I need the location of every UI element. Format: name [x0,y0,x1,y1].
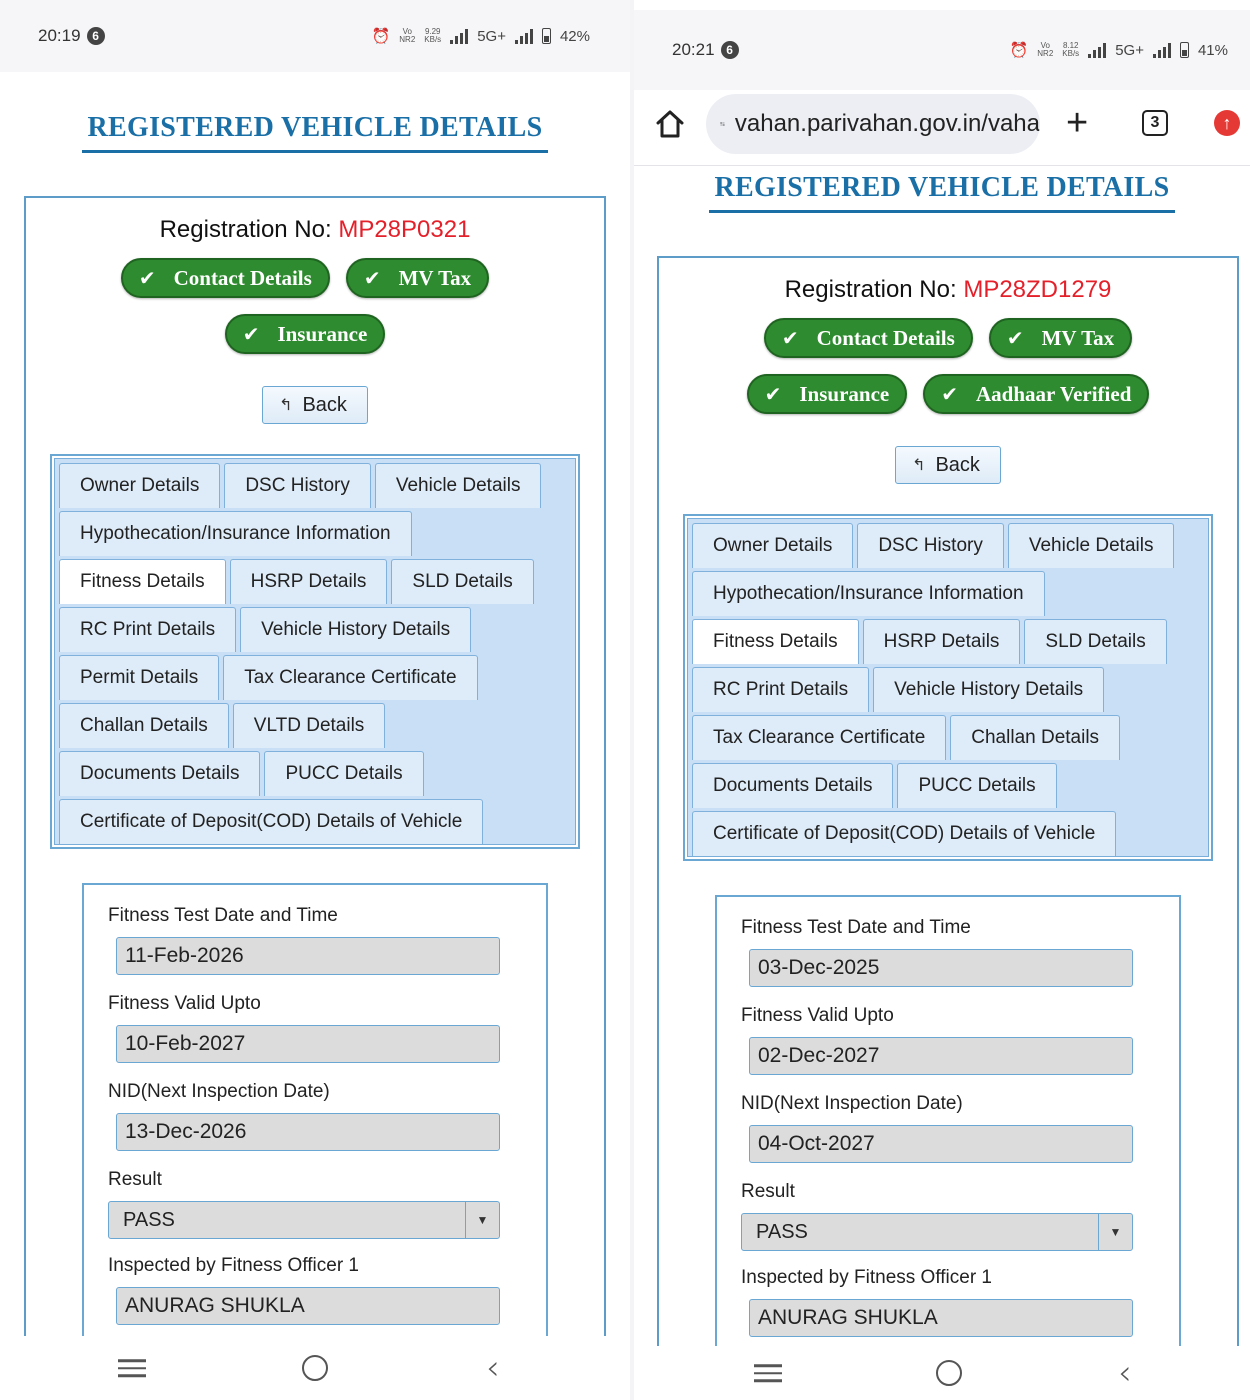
badge-contact-details[interactable]: ✔ Contact Details [121,258,330,298]
tab-tax-clearance-certificate[interactable]: Tax Clearance Certificate [223,655,477,700]
tab-vehicle-details[interactable]: Vehicle Details [1008,523,1175,568]
tab-hsrp-details[interactable]: HSRP Details [230,559,388,604]
result-select[interactable] [741,1213,1133,1251]
details-tabs [50,454,580,849]
tab-challan-details[interactable]: Challan Details [59,703,229,748]
badge-contact-details[interactable]: ✔ Contact Details [764,318,973,358]
dropdown-arrow-icon[interactable]: ▼ [1098,1214,1132,1250]
badge-mv-tax[interactable]: ✔ MV Tax [346,258,489,298]
tab-pucc-details[interactable]: PUCC Details [264,751,423,796]
back-wrap [26,386,604,424]
network-type: 5G+ [1115,41,1144,59]
signal-icon [450,29,468,44]
officer1-field[interactable]: ANURAG SHUKLA [116,1287,500,1325]
page-title: REGISTERED VEHICLE DETAILS [0,112,630,153]
back-wrap [659,446,1237,484]
alarm-icon: ⏰ [371,28,391,45]
back-button[interactable]: ↰ Back [895,446,1001,484]
volte-icon: Vo NR2 [1037,41,1054,58]
back-arrow-icon: ↰ [912,457,926,474]
tab-vehicle-history-details[interactable]: Vehicle History Details [873,667,1104,712]
back-button[interactable]: ↰ Back [262,386,368,424]
signal-icon [515,29,533,44]
badge-aadhaar-verified[interactable]: ✔ Aadhaar Verified [923,374,1149,414]
nav-back-icon[interactable]: ‹ [486,1348,500,1388]
net-speed: 8.12 KB/s [1062,41,1080,58]
check-icon: ✔ [138,266,156,290]
tab-strip [687,518,1209,857]
badge-mv-tax[interactable]: ✔ MV Tax [989,318,1132,358]
nav-recents-icon[interactable] [118,1354,146,1382]
status-icons [1010,41,1228,59]
officer1-field[interactable]: ANURAG SHUKLA [749,1299,1133,1337]
registration-number: MP28P0321 [338,216,471,243]
system-nav-bar [0,1336,630,1400]
fitness-valid-upto-label: Fitness Valid Upto [741,1005,894,1026]
battery-percent: 41% [1197,41,1228,59]
status-icons [372,27,590,45]
fitness-panel [82,883,548,1400]
status-bar [0,0,630,72]
new-tab-icon[interactable]: + [1066,102,1089,144]
tab-sld-details[interactable]: SLD Details [391,559,533,604]
tab-tax-clearance-certificate[interactable]: Tax Clearance Certificate [692,715,946,760]
dropdown-arrow-icon[interactable]: ▼ [465,1202,499,1238]
check-icon: ✔ [242,322,260,346]
fitness-test-date-field[interactable]: 11-Feb-2026 [116,937,500,975]
url-text: vahan.parivahan.gov.in/vaha [734,110,1040,137]
tab-dsc-history[interactable]: DSC History [224,463,371,508]
tab-rc-print-details[interactable]: RC Print Details [59,607,236,652]
tab-challan-details[interactable]: Challan Details [950,715,1120,760]
fitness-valid-upto-field[interactable]: 10-Feb-2027 [116,1025,500,1063]
tab-rc-print-details[interactable]: RC Print Details [692,667,869,712]
nav-recents-icon[interactable] [754,1359,782,1387]
site-settings-icon[interactable] [720,113,725,135]
tabs-icon[interactable]: 3 [1142,110,1168,136]
extension-icon[interactable]: ↑ [1214,110,1240,136]
fitness-test-date-field[interactable]: 03-Dec-2025 [749,949,1133,987]
tab-dsc-history[interactable]: DSC History [857,523,1004,568]
registration-line [659,276,1237,304]
screenshot-right [634,0,1250,1400]
notification-badge: 6 [87,27,105,45]
battery-icon [542,28,551,44]
tab-owner-details[interactable]: Owner Details [59,463,220,508]
status-badges [86,258,524,354]
vehicle-card [657,256,1239,1356]
back-arrow-icon: ↰ [279,397,293,414]
result-value: PASS [756,1220,808,1243]
nid-field[interactable]: 04-Oct-2027 [749,1125,1133,1163]
fitness-test-date-label: Fitness Test Date and Time [741,917,971,938]
browser-toolbar [634,90,1250,166]
signal-icon [1088,43,1106,58]
fitness-valid-upto-field[interactable]: 02-Dec-2027 [749,1037,1133,1075]
status-time: 20:21 [672,40,715,59]
tab-fitness-details[interactable]: Fitness Details [59,559,226,604]
tab-sld-details[interactable]: SLD Details [1024,619,1166,664]
nid-label: NID(Next Inspection Date) [741,1093,963,1114]
tab-cod-details[interactable]: Certificate of Deposit(COD) Details of Vehicle [692,811,1116,856]
tab-owner-details[interactable]: Owner Details [692,523,853,568]
tab-documents-details[interactable]: Documents Details [692,763,893,808]
badge-insurance[interactable]: ✔ Insurance [747,374,908,414]
notification-badge: 6 [721,41,739,59]
officer1-label: Inspected by Fitness Officer 1 [741,1267,992,1288]
tab-vehicle-history-details[interactable]: Vehicle History Details [240,607,471,652]
tab-cod-details[interactable]: Certificate of Deposit(COD) Details of Vehicle [59,799,483,844]
check-icon: ✔ [1006,326,1024,350]
status-badges [699,318,1197,414]
alarm-icon: ⏰ [1009,42,1029,59]
status-bar [634,10,1250,90]
nav-back-icon[interactable]: ‹ [1118,1353,1132,1393]
check-icon: ✔ [363,266,381,290]
tab-vltd-details[interactable]: VLTD Details [233,703,386,748]
tab-documents-details[interactable]: Documents Details [59,751,260,796]
volte-icon: Vo NR2 [399,27,416,44]
page-title: REGISTERED VEHICLE DETAILS [634,172,1250,213]
tab-hypothecation-insurance[interactable]: Hypothecation/Insurance Information [59,511,412,556]
net-speed: 9.29 KB/s [424,27,442,44]
nav-home-icon[interactable] [936,1360,962,1386]
nav-home-icon[interactable] [302,1355,328,1381]
fitness-valid-upto-label: Fitness Valid Upto [108,993,261,1014]
fitness-test-date-label: Fitness Test Date and Time [108,905,338,926]
vehicle-card [24,196,606,1346]
result-value: PASS [123,1208,175,1231]
tab-vehicle-details[interactable]: Vehicle Details [375,463,542,508]
tab-hsrp-details[interactable]: HSRP Details [863,619,1021,664]
result-label: Result [108,1169,162,1190]
check-icon: ✔ [941,382,958,406]
battery-icon [1180,42,1189,58]
check-icon: ✔ [781,326,799,350]
fitness-panel [715,895,1181,1400]
tab-strip [54,458,576,845]
check-icon: ✔ [764,382,782,406]
tab-pucc-details[interactable]: PUCC Details [897,763,1056,808]
battery-percent: 42% [559,27,590,45]
registration-label: Registration No: [784,276,964,303]
status-time: 20:19 [38,26,81,45]
registration-label: Registration No: [159,216,339,243]
registration-number: MP28ZD1279 [963,276,1112,303]
nid-label: NID(Next Inspection Date) [108,1081,330,1102]
network-type: 5G+ [477,27,506,45]
home-icon[interactable] [654,108,686,140]
officer1-label: Inspected by Fitness Officer 1 [108,1255,359,1276]
registration-line [26,216,604,244]
address-bar[interactable] [706,94,1040,154]
badge-insurance[interactable]: ✔ Insurance [225,314,386,354]
details-tabs [683,514,1213,861]
signal-icon [1153,43,1171,58]
tab-fitness-details[interactable]: Fitness Details [692,619,859,664]
result-select[interactable] [108,1201,500,1239]
system-nav-bar [634,1346,1250,1400]
tab-permit-details[interactable]: Permit Details [59,655,219,700]
result-label: Result [741,1181,795,1202]
tab-hypothecation-insurance[interactable]: Hypothecation/Insurance Information [692,571,1045,616]
nid-field[interactable]: 13-Dec-2026 [116,1113,500,1151]
